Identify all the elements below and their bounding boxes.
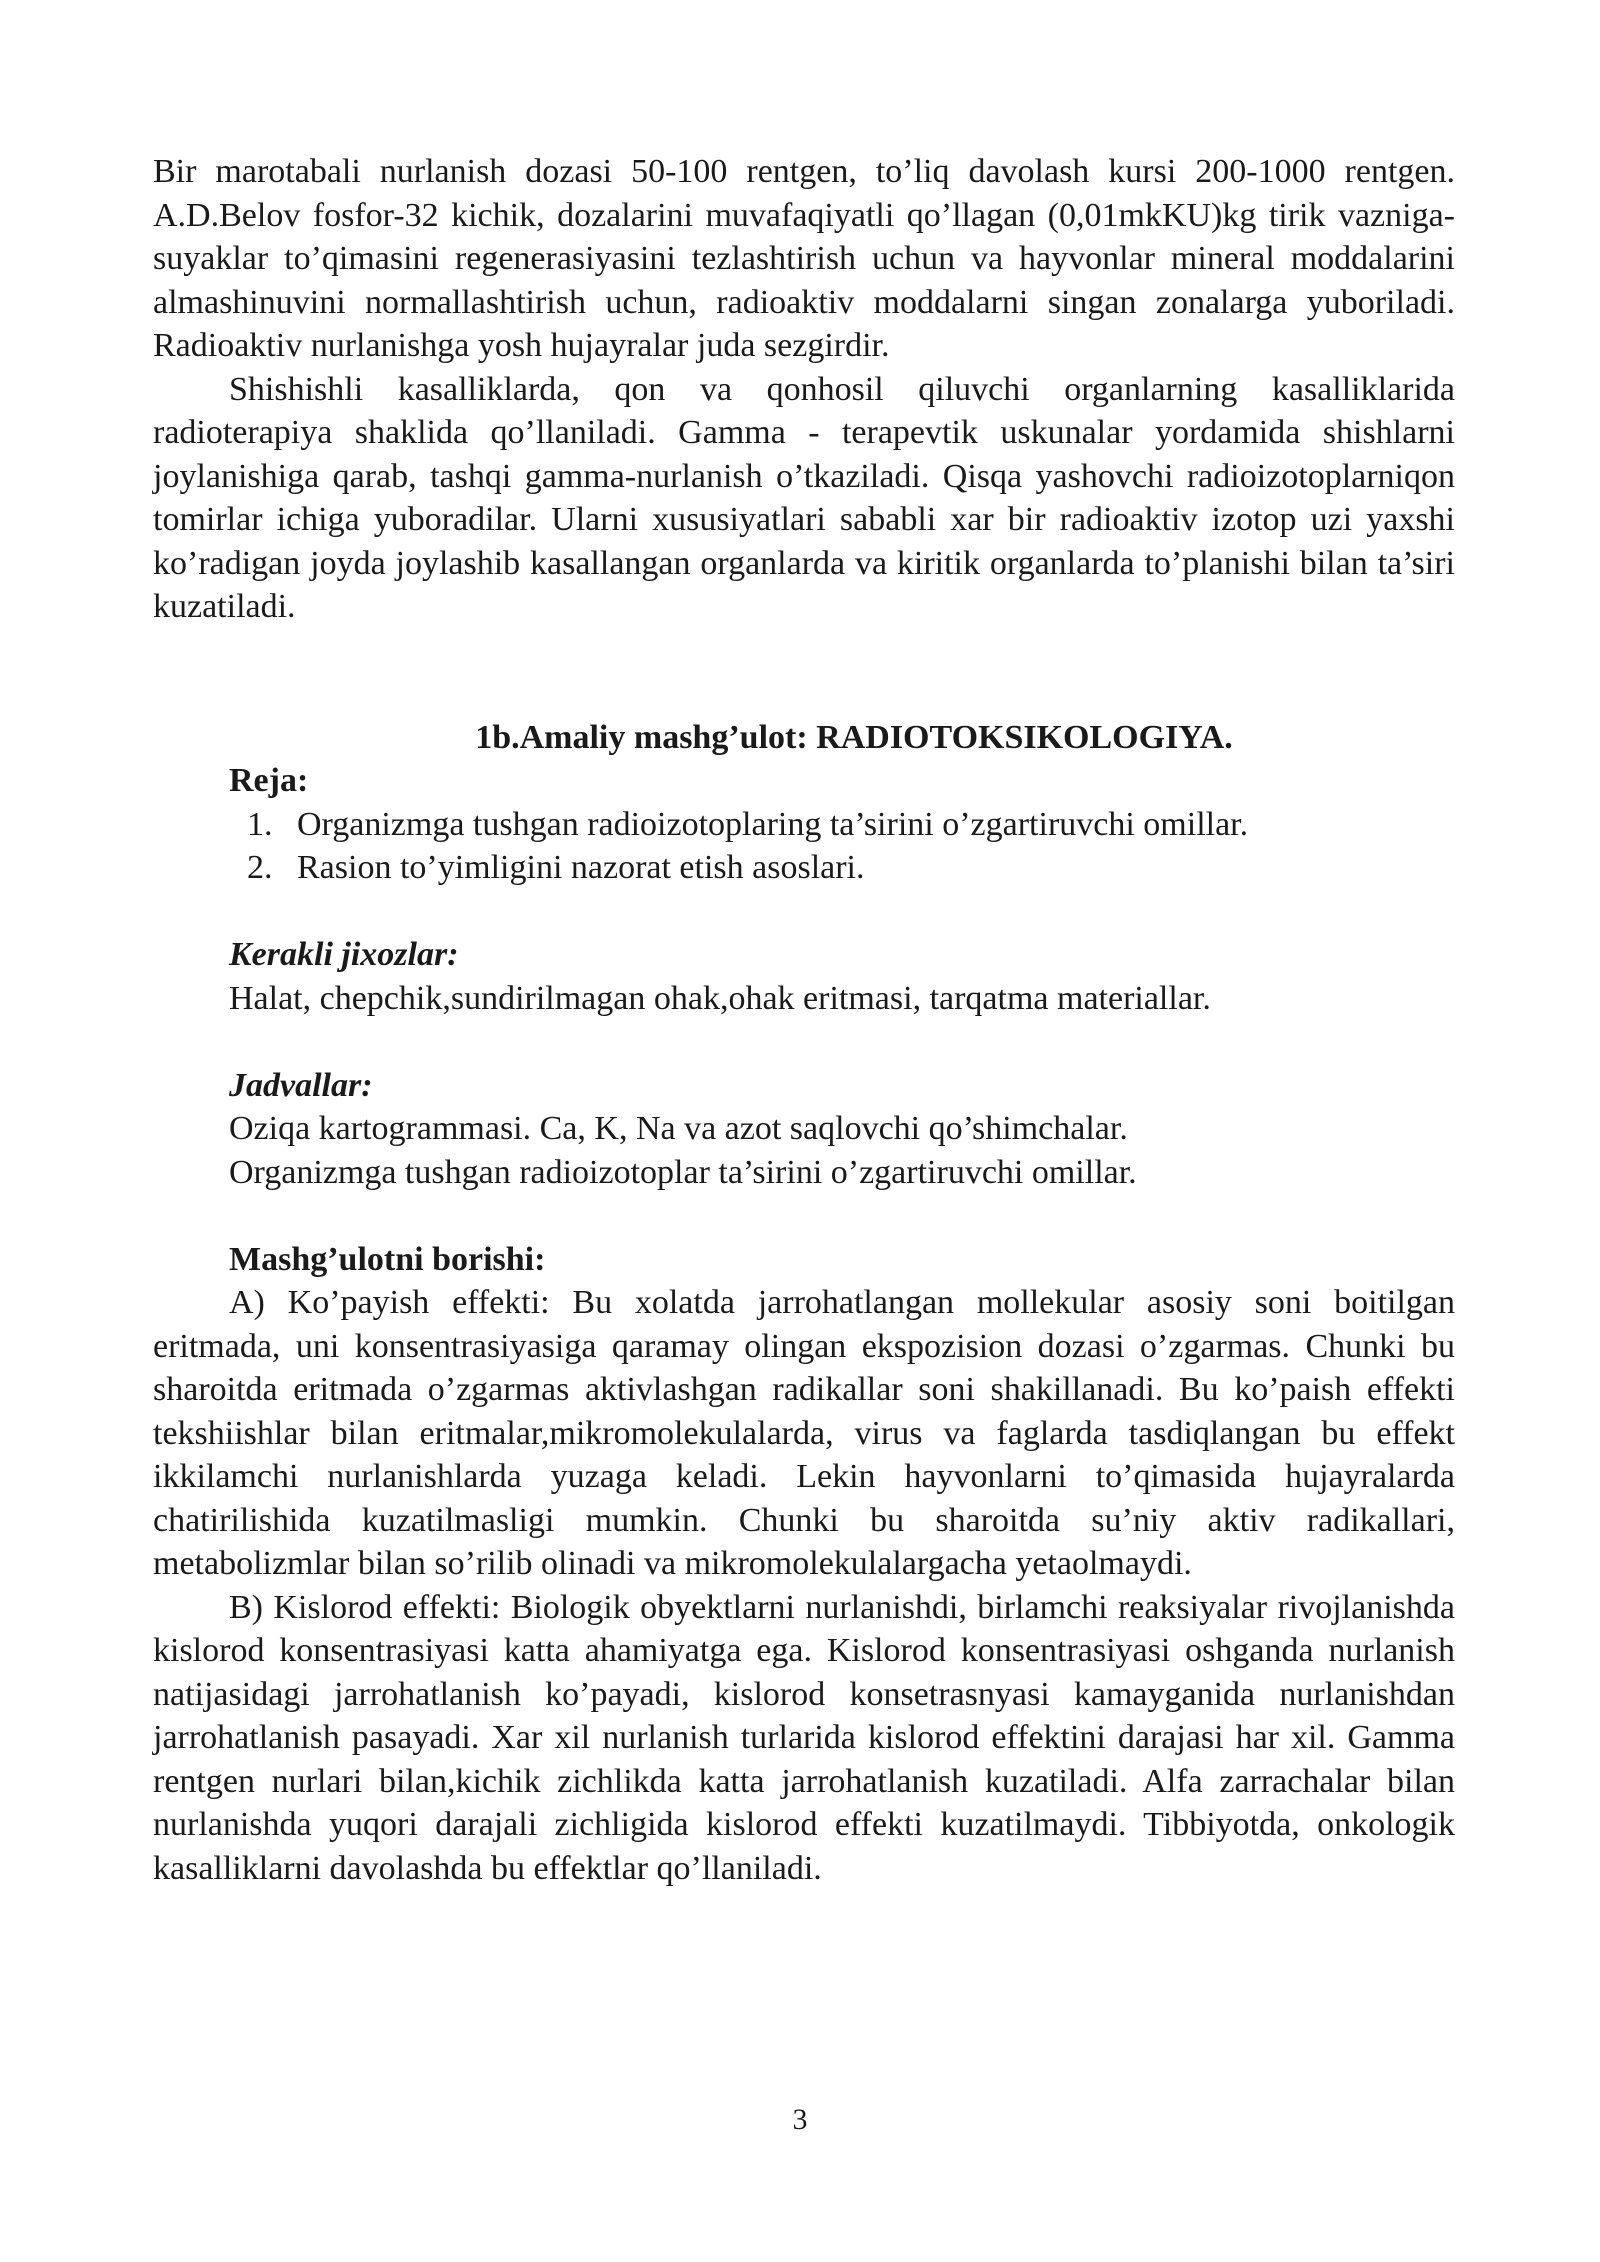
plan-item (247, 803, 1455, 847)
equipment-title: Kerakli jixozlar: (229, 936, 459, 973)
tables-line: Organizmga tushgan radioizotoplar ta’sirini o’zgartiruvchi omillar. (229, 1153, 1137, 1191)
spacer (153, 890, 1455, 934)
equipment-text: Halat, chepchik,sundirilmagan ohak,ohak eritmasi, tarqatma materiallar. (229, 979, 1211, 1017)
spacer (153, 1020, 1455, 1064)
plan-item-text: Rasion to’yimligini nazorat etish asoslari. (297, 849, 865, 886)
lesson-section (153, 716, 1455, 1891)
procedure-title: Mashg’ulotni borishi: (229, 1240, 546, 1278)
plan-item-text: Organizmga tushgan radioizotoplaring ta’sirini o’zgartiruvchi omillar. (297, 805, 1249, 843)
procedure-paragraph-b: B) Kislorod effekti: Biologik obyektlarni nurlanishdi, birlamchi reaksiyalar rivojlanishda kislorod konsentrasiyasi katta ahamiyatga ega. Kislorod konsentrasiyasi oshganda nurlanish natijasidagi jarrohatlanish ko’payadi, kislorod konsetrasnyasi kamayganida nurlanishdan jarrohatlanish pasayadi. Xar xil nurlanish turlarida kislorod effektini darajasi har xil. Gamma rentgen nurlari bilan,kichik zichlikda katta jarrohatlanish kuzatiladi. Alfa zarrachalar bilan nurlanishda yuqori darajali zichligida kislorod effekti kuzatilmaydi. Tibbiyotda, onkologik kasalliklarni davolashda bu effektlar qo’llaniladi. (153, 1588, 1455, 1887)
plan-item (247, 846, 1455, 890)
procedure-paragraph-a: A) Ko’payish effekti: Bu xolatda jarrohatlangan mollekular asosiy soni boitilgan eritmada, uni konsentrasiyasiga qaramay olingan ekspozision dozasi o’zgarmas. Chunki bu sharoitda eritmada o’zgarmas aktivlashgan radikallar soni shakillanadi. Bu ko’paish effekti tekshiishlar bilan eritmalar,mikromolekulalarda, virus va faglarda tasdiqlangan bu effekt ikkilamchi nurlanishlarda yuzaga keladi. Lekin hayvonlarni to’qimasida hujayralarda chatirilishida kuzatilmasligi mumkin. Chunki bu sharoitda su’niy aktiv radikallari, metabolizmlar bilan so’rilib olinadi va mikromolekulalargacha yetaolmaydi. (153, 1284, 1455, 1582)
page-number: 3 (792, 2103, 808, 2136)
plan-item-number: 1. (247, 805, 273, 843)
intro-paragraph-1: Bir marotabali nurlanish dozasi 50-100 rentgen, to’liq davolash kursi 200-1000 rentgen. A.D.Belov fosfor-32 kichik, dozalarini muvafaqiyatli qo’llagan (0,01mkKU)kg tirik vazniga- suyaklar to’qimasini regenerasiyasini tezlashtirish uchun va hayvonlar mineral moddalarini almashinuvini normallashtirish uchun, radioaktiv moddalarni singan zonalarga yuboriladi. Radioaktiv nurlanishga yosh hujayralar juda sezgirdir. (153, 153, 1455, 364)
lesson-title: 1b.Amaliy mashg’ulot: RADIOTOKSIKOLOGIYA. (475, 718, 1233, 756)
plan-title: Reja: (229, 762, 309, 799)
tables-line: Oziqa kartogrammasi. Ca, K, Na va azot saqlovchi qo’shimchalar. (229, 1110, 1128, 1147)
plan-list (153, 803, 1455, 890)
tables-title: Jadvallar: (229, 1066, 373, 1104)
spacer (153, 1194, 1455, 1238)
intro-paragraph-2: Shishishli kasalliklarda, qon va qonhosil qiluvchi organlarning kasalliklarida radioterapiya shaklida qo’llaniladi. Gamma - terapevtik uskunalar yordamida shishlarni joylanishiga qarab, tashqi gamma-nurlanish o’tkaziladi. Qisqa yashovchi radioizotoplarniqon tomirlar ichiga yuboradilar. Ularni xususiyatlari sababli xar bir radioaktiv izotop uzi yaxshi ko’radigan joyda joylashib kasallangan organlarda va kiritik organlarda to’planishi bilan ta’siri kuzatiladi. (153, 370, 1455, 625)
plan-item-number: 2. (247, 849, 273, 886)
